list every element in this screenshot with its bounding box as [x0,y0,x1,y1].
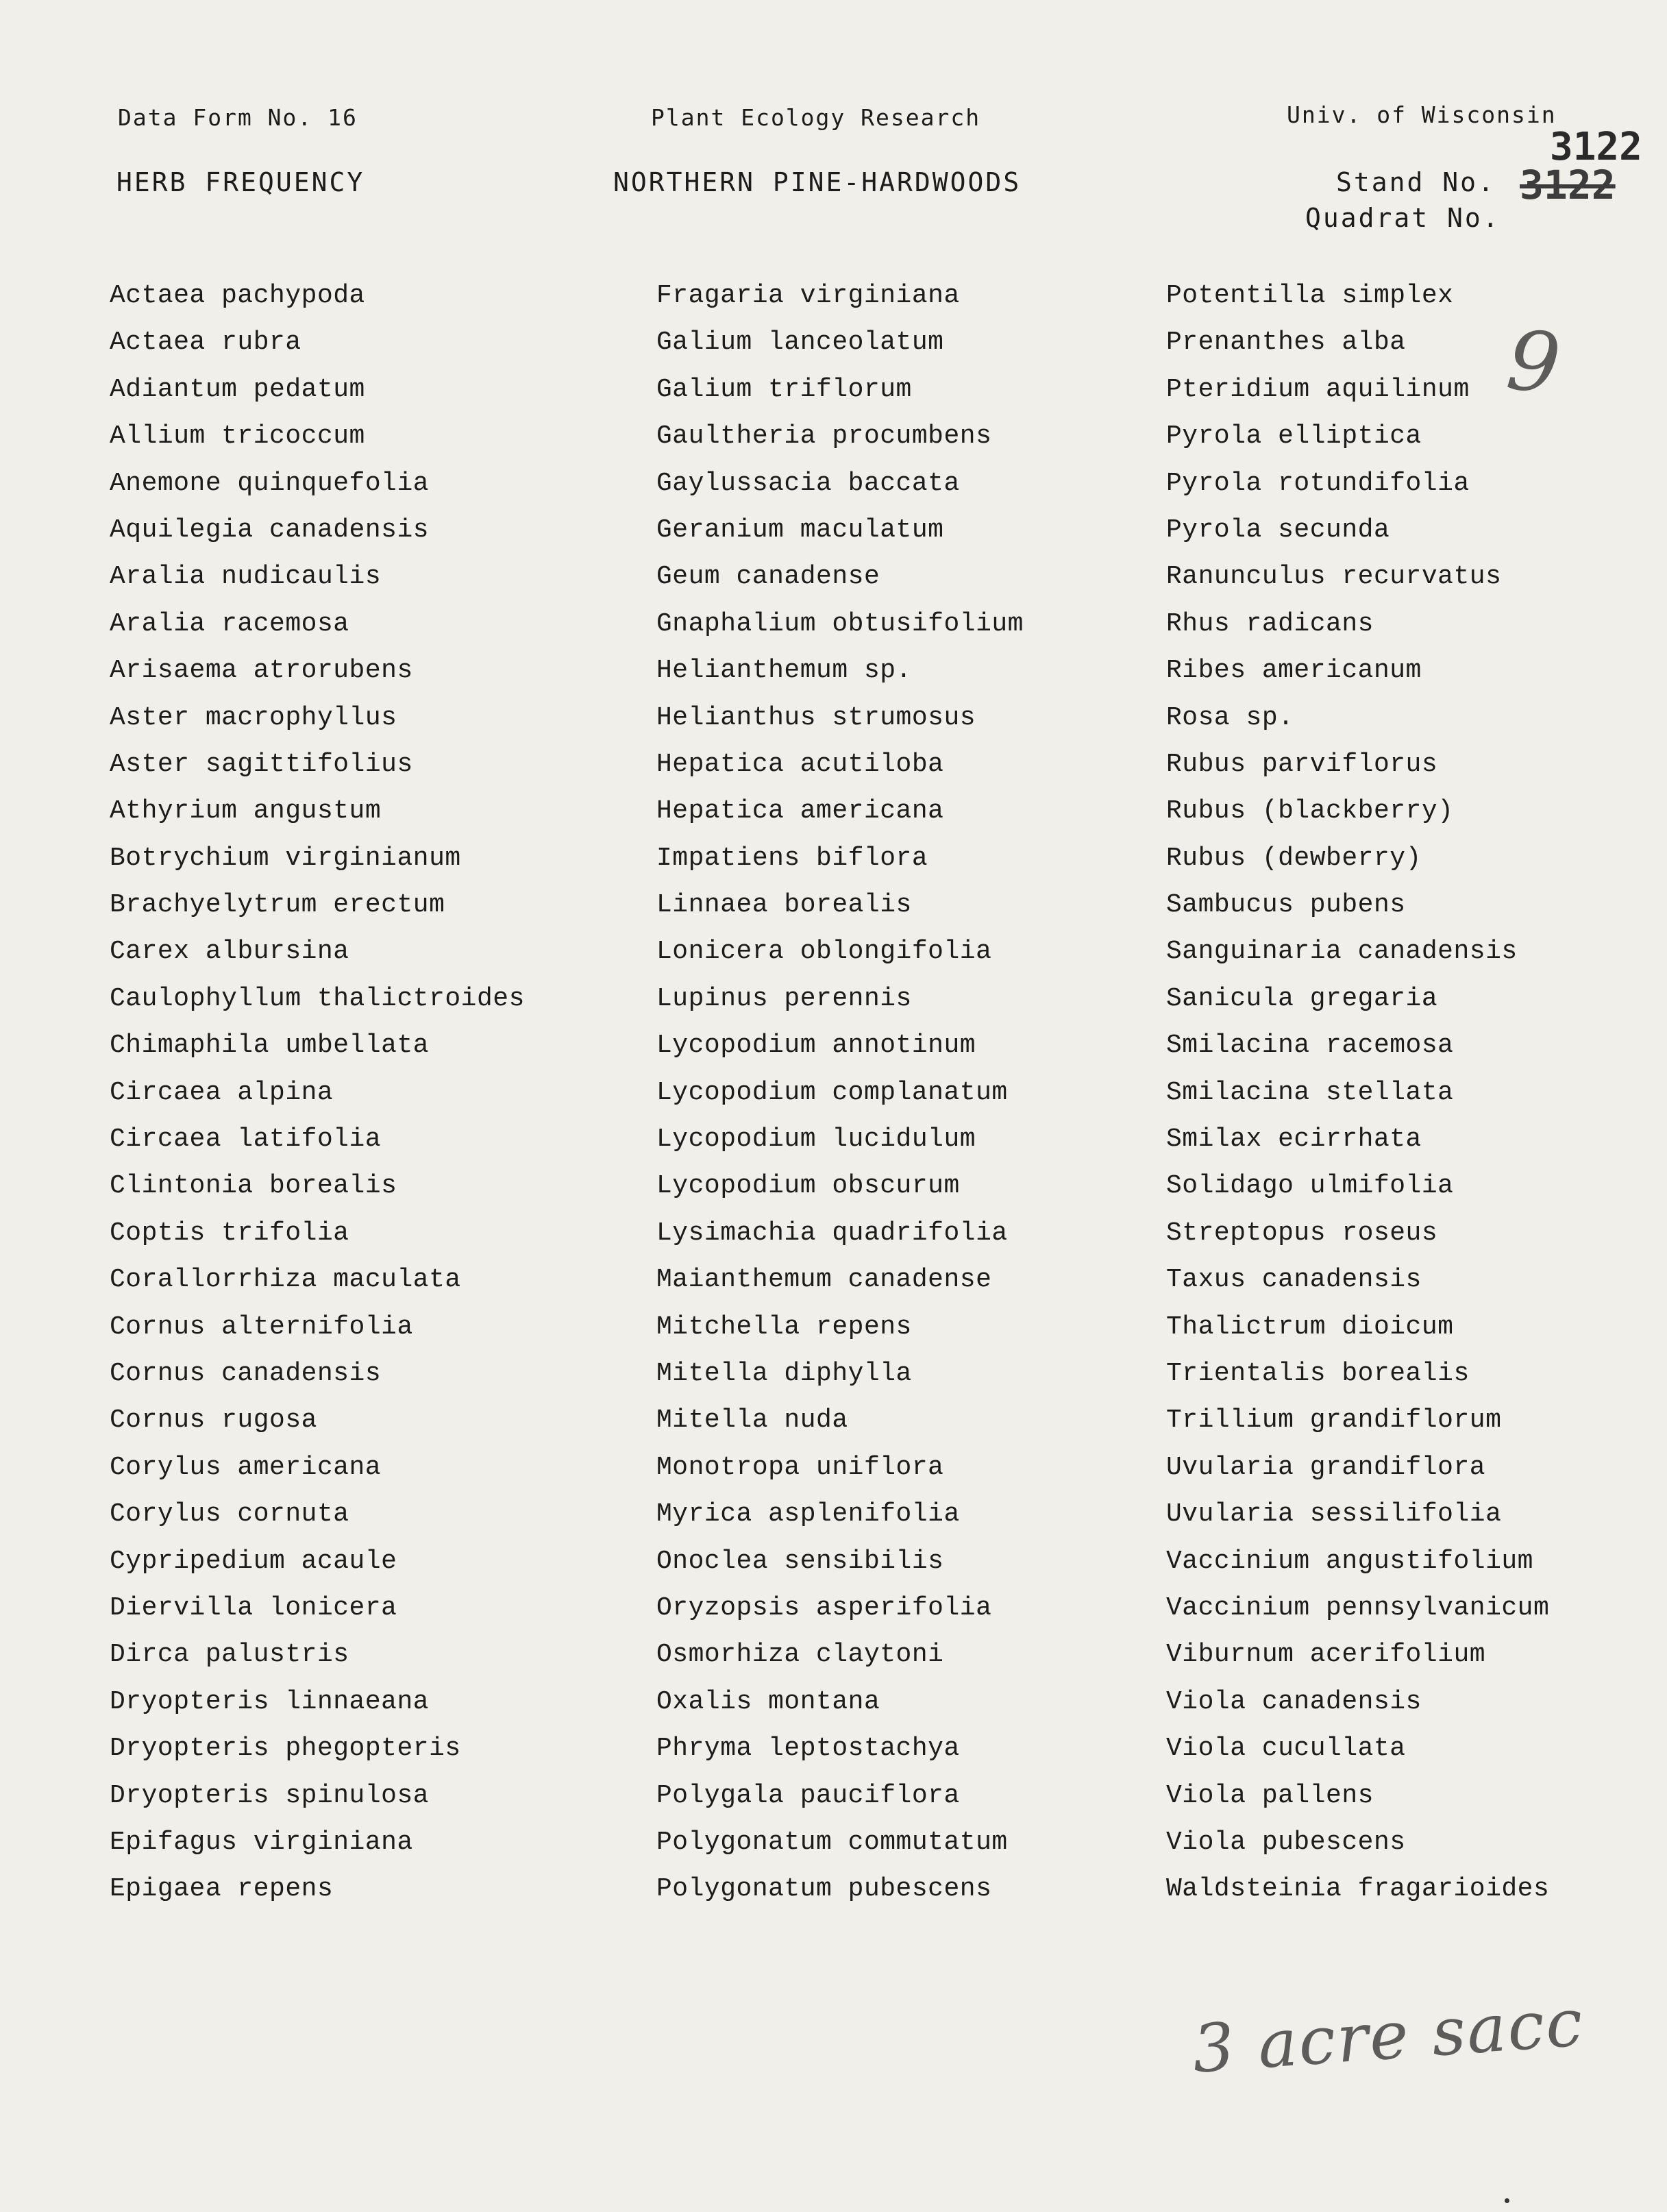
species-entry: Dryopteris phegopteris [110,1734,461,1764]
species-entry: Cypripedium acaule [110,1546,397,1576]
species-entry: Linnaea borealis [656,890,912,920]
species-entry: Aralia nudicaulis [110,562,382,592]
species-entry: Aquilegia canadensis [110,515,430,545]
species-entry: Botrychium virginianum [110,843,461,873]
species-entry: Rosa sp. [1166,702,1294,733]
species-entry: Polygonatum pubescens [656,1874,992,1904]
species-entry: Lycopodium annotinum [656,1031,976,1061]
species-entry: Thalictrum dioicum [1166,1312,1454,1342]
species-entry: Geranium maculatum [656,515,944,545]
species-entry: Clintonia borealis [110,1171,397,1201]
species-entry: Trillium grandiflorum [1166,1405,1502,1436]
species-entry: Aster macrophyllus [110,702,397,733]
species-entry: Viola pallens [1166,1780,1374,1810]
species-entry: Dryopteris linnaeana [110,1686,430,1717]
species-entry: Carex albursina [110,937,349,967]
species-entry: Coptis trifolia [110,1218,349,1248]
species-column-3 [1166,273,1549,1913]
species-entry: Monotropa uniflora [656,1452,944,1482]
species-entry: Uvularia grandiflora [1166,1452,1486,1482]
species-entry: Myrica asplenifolia [656,1499,960,1529]
species-entry: Geum canadense [656,562,880,592]
species-entry: Aralia racemosa [110,609,349,639]
species-column-1 [110,273,525,1913]
species-entry: Mitella nuda [656,1405,848,1436]
species-entry: Circaea alpina [110,1077,334,1107]
species-entry: Sambucus pubens [1166,890,1406,920]
stand-number-overwritten: 3122 [1520,162,1616,208]
species-entry: Smilacina racemosa [1166,1031,1454,1061]
species-entry: Streptopus roseus [1166,1218,1438,1248]
species-entry: Gaultheria procumbens [656,421,992,452]
species-entry: Lonicera oblongifolia [656,937,992,967]
species-entry: Lycopodium obscurum [656,1171,960,1201]
species-entry: Pyrola secunda [1166,515,1390,545]
species-entry: Ribes americanum [1166,656,1422,686]
species-entry: Pteridium aquilinum [1166,374,1470,404]
species-entry: Galium lanceolatum [656,328,944,358]
species-entry: Pyrola elliptica [1166,421,1422,452]
institution-name: Univ. of Wisconsin [1287,101,1557,128]
species-entry: Mitella diphylla [656,1358,912,1388]
species-entry: Helianthemum sp. [656,656,912,686]
species-entry: Sanicula gregaria [1166,983,1438,1013]
species-entry: Ranunculus recurvatus [1166,562,1502,592]
species-entry: Epigaea repens [110,1874,334,1904]
species-entry: Onoclea sensibilis [656,1546,944,1576]
species-entry: Galium triflorum [656,374,912,404]
species-entry: Viburnum acerifolium [1166,1640,1486,1670]
species-entry: Circaea latifolia [110,1125,382,1155]
species-entry: Chimaphila umbellata [110,1031,430,1061]
species-entry: Vaccinium angustifolium [1166,1546,1533,1576]
species-entry: Lycopodium complanatum [656,1077,1008,1107]
species-entry: Lupinus perennis [656,983,912,1013]
species-entry: Actaea rubra [110,328,301,358]
species-entry: Adiantum pedatum [110,374,365,404]
program-name: Plant Ecology Research [651,104,981,131]
species-entry: Corylus cornuta [110,1499,349,1529]
species-entry: Smilax ecirrhata [1166,1125,1422,1155]
stand-number-stamp: 3122 [1550,125,1642,169]
species-entry: Waldsteinia fragarioides [1166,1874,1550,1904]
species-entry: Cornus alternifolia [110,1312,413,1342]
species-entry: Lysimachia quadrifolia [656,1218,1008,1248]
species-entry: Smilacina stellata [1166,1077,1454,1107]
species-entry: Phryma leptostachya [656,1734,960,1764]
species-entry: Maianthemum canadense [656,1265,992,1295]
species-entry: Viola pubescens [1166,1827,1406,1857]
species-entry: Hepatica acutiloba [656,749,944,779]
species-entry: Fragaria virginiana [656,281,960,310]
form-title: HERB FREQUENCY [116,167,365,197]
species-entry: Rhus radicans [1166,609,1374,639]
species-entry: Helianthus strumosus [656,702,976,733]
species-entry: Vaccinium pennsylvanicum [1166,1593,1550,1623]
species-entry: Arisaema atrorubens [110,656,413,686]
species-entry: Cornus canadensis [110,1358,382,1388]
species-entry: Dirca palustris [110,1640,349,1670]
species-entry: Diervilla lonicera [110,1593,397,1623]
species-entry: Actaea pachypoda [110,281,365,310]
species-entry: Brachyelytrum erectum [110,890,445,920]
species-entry: Polygonatum commutatum [656,1827,1008,1857]
species-entry: Polygala pauciflora [656,1780,960,1810]
species-entry: Aster sagittifolius [110,749,413,779]
species-entry: Rubus (blackberry) [1166,796,1454,826]
species-entry: Oryzopsis asperifolia [656,1593,992,1623]
species-entry: Osmorhiza claytoni [656,1640,944,1670]
species-entry: Rubus parviflorus [1166,749,1438,779]
species-entry: Viola canadensis [1166,1686,1422,1717]
species-entry: Viola cucullata [1166,1734,1406,1764]
species-entry: Impatiens biflora [656,843,928,873]
species-entry: Athyrium angustum [110,796,382,826]
species-entry: Corylus americana [110,1452,382,1482]
species-entry: Anemone quinquefolia [110,468,430,498]
ink-dot [1505,2198,1509,2203]
handwritten-bottom-note: 3 acre sacc [1189,1984,1587,2088]
species-column-2 [656,273,1024,1913]
species-entry: Dryopteris spinulosa [110,1780,430,1810]
species-entry: Epifagus virginiana [110,1827,413,1857]
species-entry: Hepatica americana [656,796,944,826]
species-entry: Oxalis montana [656,1686,880,1717]
species-entry: Mitchella repens [656,1312,912,1342]
species-entry: Uvularia sessilifolia [1166,1499,1502,1529]
species-entry: Cornus rugosa [110,1405,317,1436]
handwritten-margin-number: 9 [1502,312,1565,413]
community-title: NORTHERN PINE-HARDWOODS [613,167,1022,197]
species-entry: Corallorrhiza maculata [110,1265,461,1295]
form-number: Data Form No. 16 [118,104,358,131]
species-entry: Lycopodium lucidulum [656,1125,976,1155]
species-entry: Pyrola rotundifolia [1166,468,1470,498]
species-entry: Sanguinaria canadensis [1166,937,1518,967]
quadrat-label: Quadrat No. [1305,203,1501,233]
species-entry: Allium tricoccum [110,421,365,452]
stand-label: Stand No. [1336,167,1496,197]
species-entry: Gaylussacia baccata [656,468,960,498]
species-entry: Trientalis borealis [1166,1358,1470,1388]
species-entry: Potentilla simplex [1166,281,1454,310]
species-entry: Gnaphalium obtusifolium [656,609,1024,639]
species-entry: Solidago ulmifolia [1166,1171,1454,1201]
species-entry: Caulophyllum thalictroides [110,983,525,1013]
species-entry: Taxus canadensis [1166,1265,1422,1295]
species-entry: Rubus (dewberry) [1166,843,1422,873]
species-entry: Prenanthes alba [1166,328,1406,358]
